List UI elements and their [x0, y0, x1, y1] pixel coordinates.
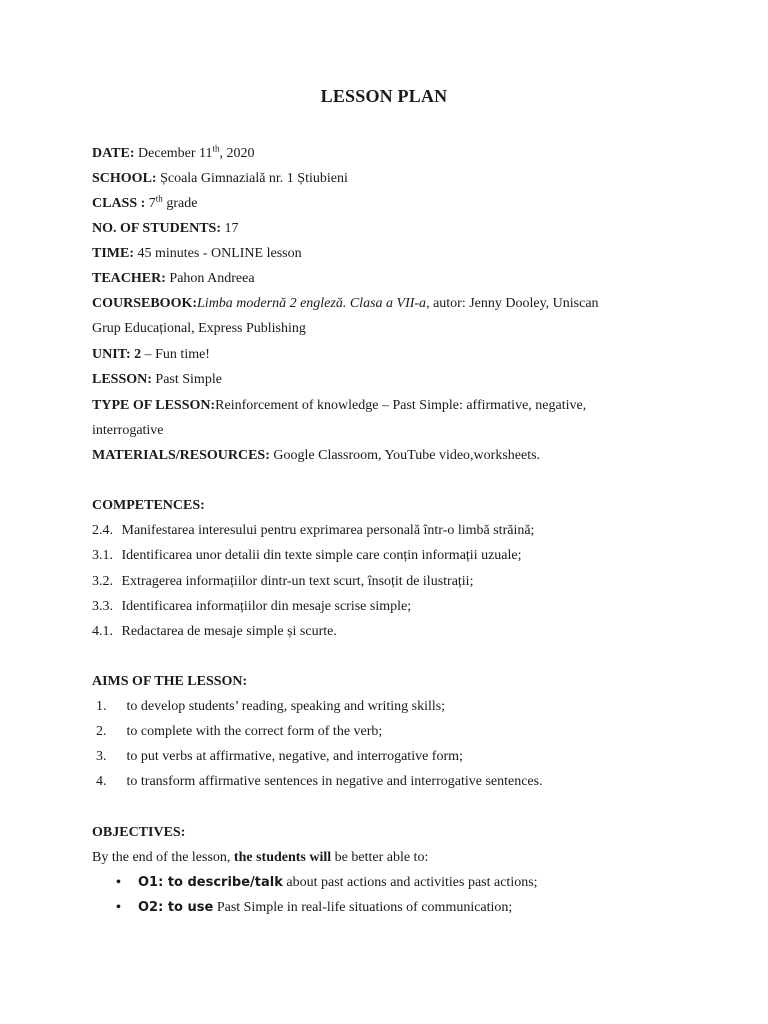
objectives-heading: OBJECTIVES:: [92, 825, 186, 840]
students-row: [92, 220, 239, 238]
date-value: December 11th, 2020: [138, 143, 255, 161]
unit-label: UNIT: 2: [92, 347, 142, 362]
type-value: Reinforcement of knowledge – Past Simple: affirmative, negative,: [215, 398, 587, 413]
date-row: [92, 145, 255, 163]
aim-number: 4.: [96, 774, 107, 789]
competence-number: 2.4.: [92, 523, 113, 538]
competence-item: [92, 623, 337, 641]
aim-number: 3.: [96, 749, 107, 764]
objective-code: O2: to use: [138, 900, 214, 915]
objective-text: Past Simple in real-life situations of communication;: [213, 900, 513, 915]
materials-row: [92, 447, 540, 465]
competence-number: 3.3.: [92, 599, 113, 614]
bullet-icon: •: [116, 900, 121, 915]
school-value: Școala Gimnazială nr. 1 Știubieni: [160, 171, 348, 186]
time-value: 45 minutes - ONLINE lesson: [137, 246, 302, 261]
competence-item: [92, 547, 522, 565]
aim-item: [96, 773, 543, 791]
competence-item: [92, 598, 411, 616]
aim-text: to transform affirmative sentences in negative and interrogative sentences.: [126, 774, 543, 789]
aim-item: [96, 698, 445, 716]
teacher-value: Pahon Andreea: [169, 271, 255, 286]
class-row: [92, 195, 197, 213]
date-label: DATE:: [92, 146, 135, 161]
class-value: 7th grade: [148, 193, 198, 211]
competence-number: 3.2.: [92, 574, 113, 589]
type-row-continued: [92, 422, 164, 440]
materials-value: Google Classroom, YouTube video,worksheets.: [273, 448, 541, 463]
competence-text: Identificarea informațiilor din mesaje scrise simple;: [121, 599, 412, 614]
aim-text: to develop students’ reading, speaking and writing skills;: [126, 699, 446, 714]
time-row: [92, 245, 302, 263]
page-title: LESSON PLAN: [320, 86, 448, 106]
materials-label: MATERIALS/RESOURCES:: [92, 448, 270, 463]
competence-text: Manifestarea interesului pentru exprimarea personală într-o limbă străină;: [121, 523, 535, 538]
coursebook-label: COURSEBOOK:: [92, 296, 198, 311]
class-label: CLASS :: [92, 196, 146, 211]
objective-code: O1: to describe/talk: [138, 875, 283, 890]
coursebook-publisher: Grup Educațional, Express Publishing: [92, 321, 306, 336]
competence-number: 4.1.: [92, 624, 113, 639]
competences-heading: COMPETENCES:: [92, 498, 205, 513]
students-value: 17: [224, 221, 239, 236]
teacher-label: TEACHER:: [92, 271, 166, 286]
students-label: NO. OF STUDENTS:: [92, 221, 222, 236]
aim-number: 1.: [96, 699, 107, 714]
aims-heading: AIMS OF THE LESSON:: [92, 674, 248, 689]
unit-row: [92, 346, 210, 364]
school-label: SCHOOL:: [92, 171, 157, 186]
aim-item: [96, 748, 463, 766]
objective-item: [116, 874, 538, 892]
aim-item: [96, 723, 382, 741]
type-value-continued: interrogative: [92, 423, 164, 438]
coursebook-title: Limba modernă 2 engleză. Clasa a VII-a: [197, 296, 427, 311]
competence-text: Identificarea unor detalii din texte simple care conțin informații uzuale;: [121, 548, 522, 563]
objective-item: [116, 899, 512, 917]
lesson-label: LESSON:: [92, 372, 152, 387]
aim-number: 2.: [96, 724, 107, 739]
school-row: [92, 170, 348, 188]
teacher-row: [92, 270, 255, 288]
objectives-intro-bold: the students will: [233, 850, 332, 865]
competence-item: [92, 573, 473, 591]
unit-value: – Fun time!: [141, 347, 210, 362]
coursebook-row-continued: [92, 320, 306, 338]
objective-text: about past actions and activities past actions;: [282, 875, 538, 890]
coursebook-author: , autor: Jenny Dooley, Uniscan: [426, 296, 599, 311]
lesson-value: Past Simple: [155, 372, 222, 387]
competence-text: Extragerea informațiilor dintr-un text scurt, însoțit de ilustrații;: [121, 574, 474, 589]
competence-text: Redactarea de mesaje simple și scurte.: [121, 624, 337, 639]
type-row: [92, 397, 586, 415]
objectives-intro: By the end of the lesson, the students will be better able to:: [92, 850, 429, 865]
competence-item: [92, 522, 534, 540]
competence-number: 3.1.: [92, 548, 113, 563]
lesson-row: [92, 371, 222, 389]
aim-text: to put verbs at affirmative, negative, and interrogative form;: [126, 749, 463, 764]
coursebook-row: [92, 295, 599, 313]
aim-text: to complete with the correct form of the verb;: [126, 724, 383, 739]
type-label: TYPE OF LESSON:: [92, 398, 216, 413]
bullet-icon: •: [116, 875, 121, 890]
time-label: TIME:: [92, 246, 134, 261]
